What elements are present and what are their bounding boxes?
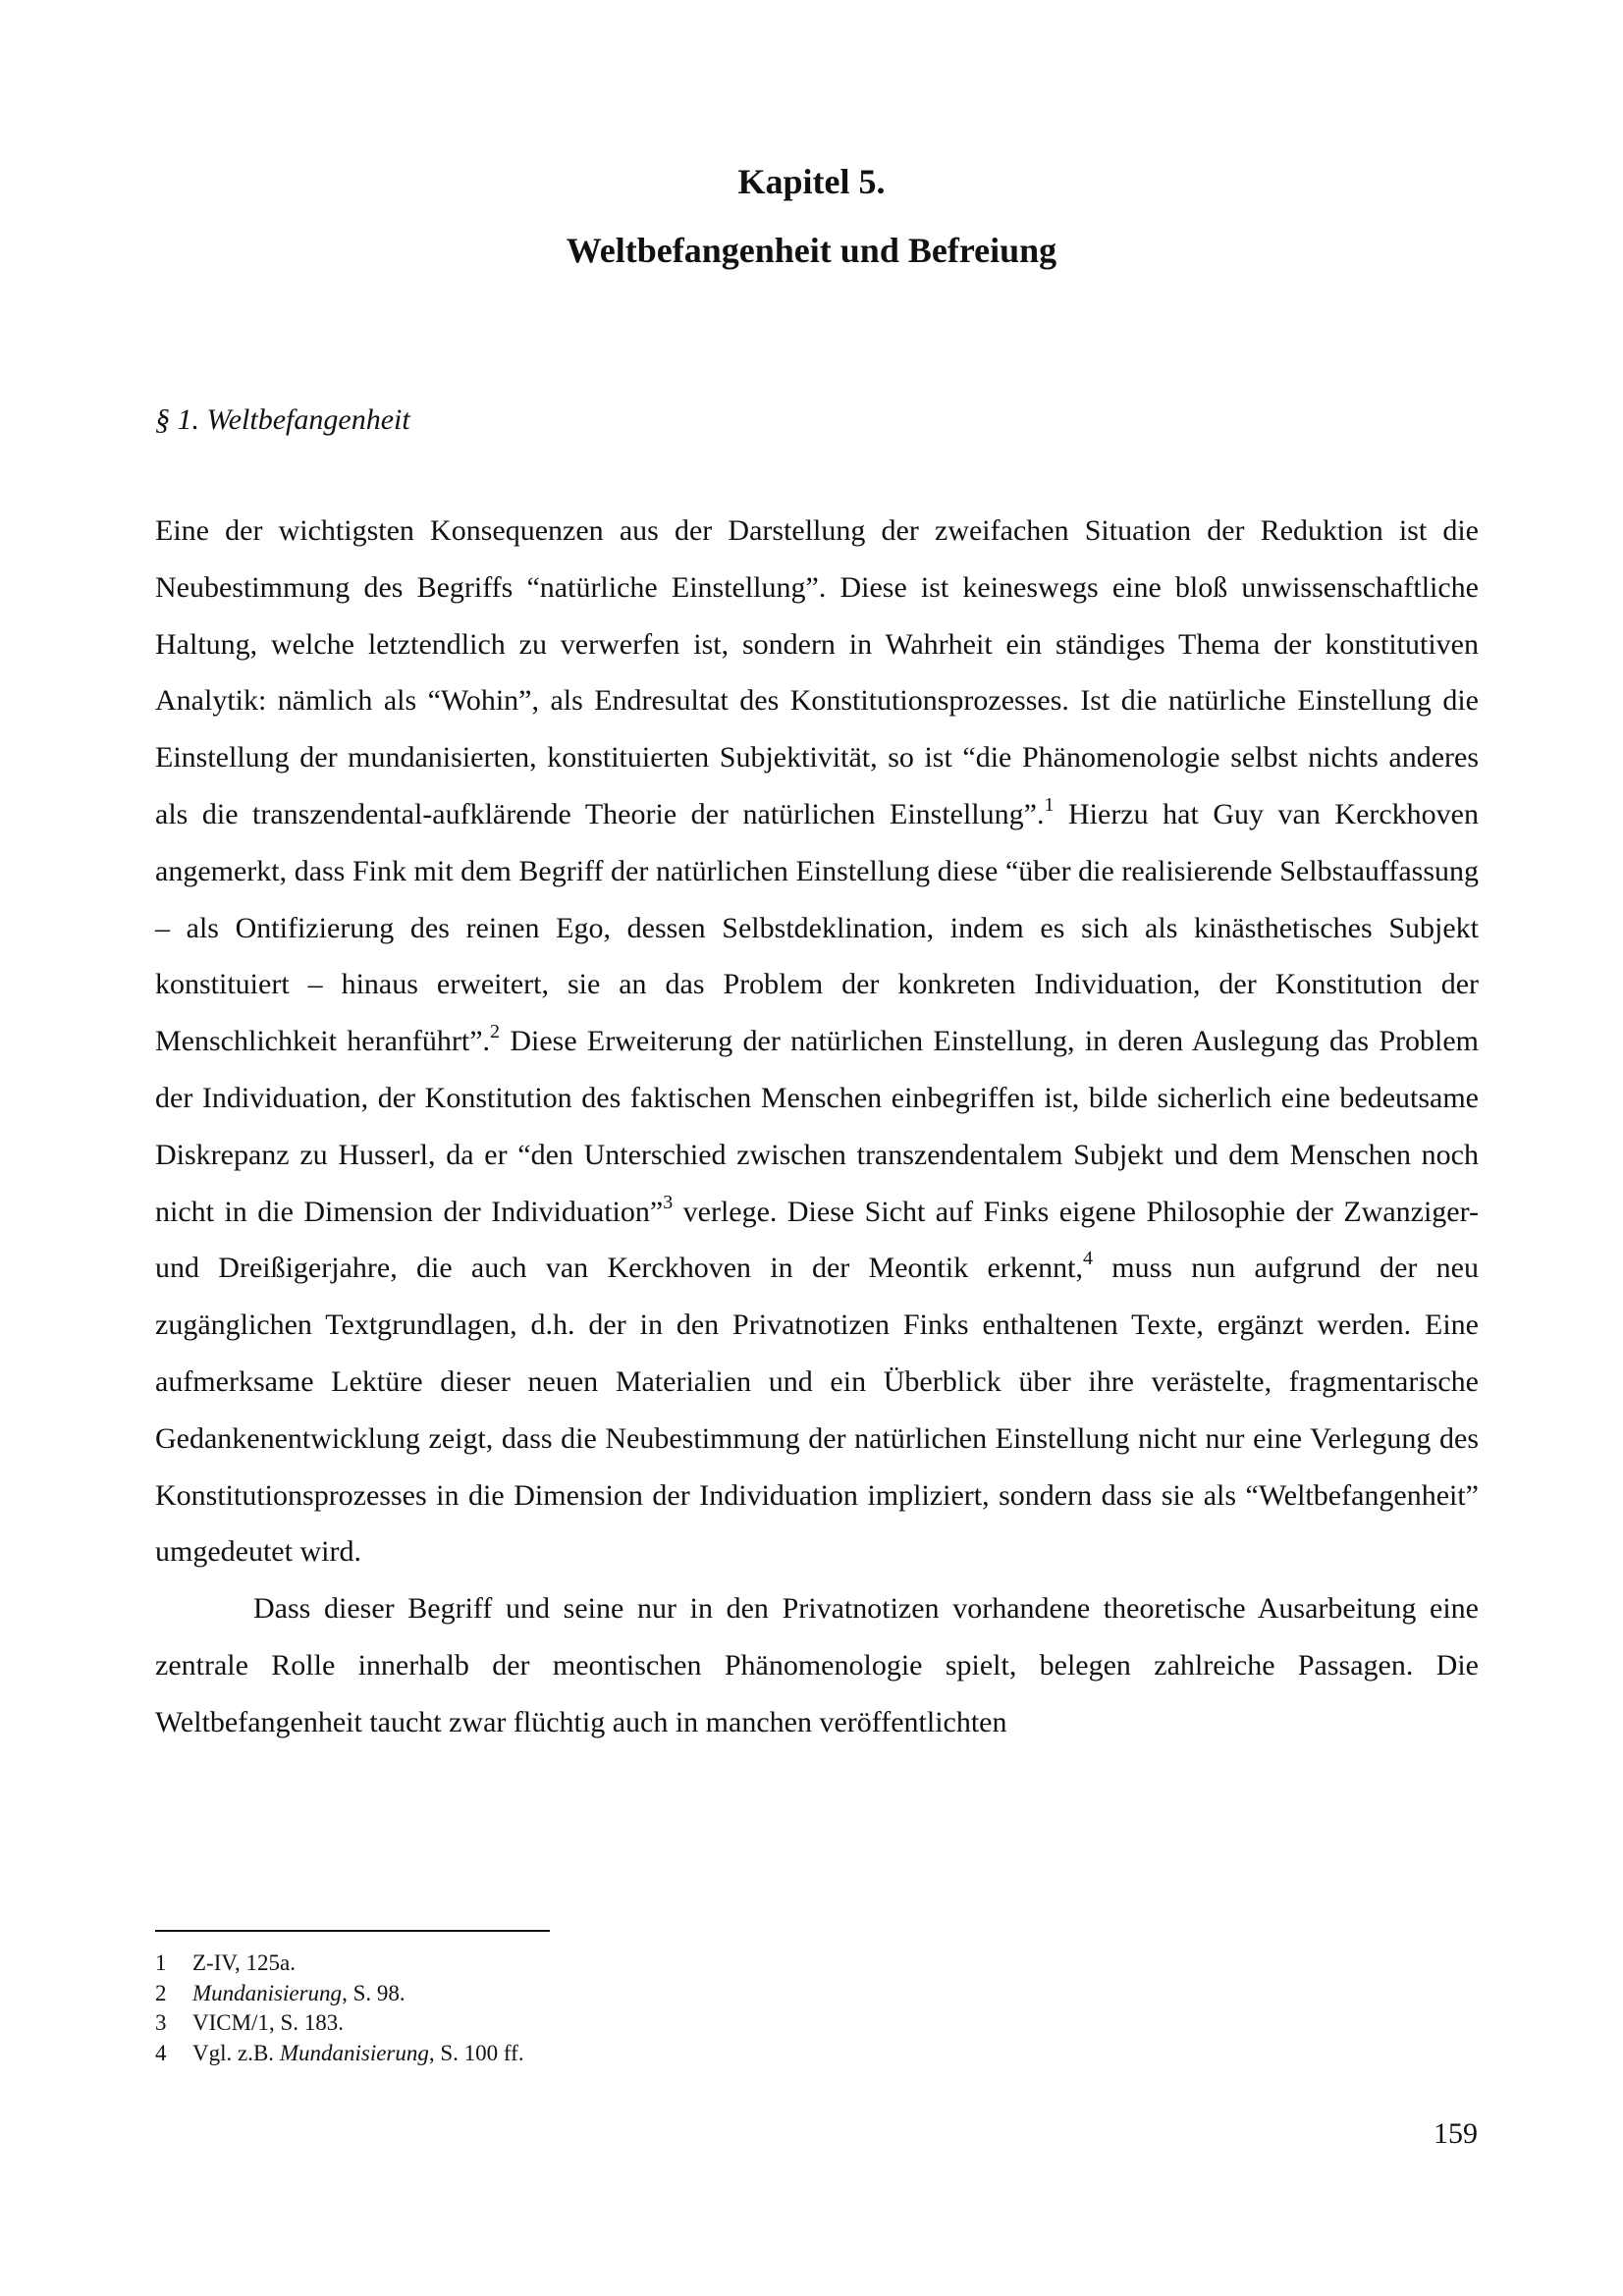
chapter-title: Weltbefangenheit und Befreiung — [566, 231, 1057, 270]
footnote-text-part: , S. 98. — [342, 1980, 406, 2005]
footnote-number: 3 — [155, 2010, 167, 2035]
footnote-title: Mundanisierung — [192, 1980, 343, 2005]
paragraph-1-part-1: Eine der wichtigsten Konsequenzen aus der Darstellung der zweifachen Situation der Reduktion ist die Neubestimmung des Begriffs “natürliche Einstellung”. Diese ist keineswegs eine bloß unwissenschaftliche Haltung, welche letztendlich zu verwerfen ist, sondern in Wahrheit ein ständiges Thema der konstitutiven Analytik: nämlich als “Wohin”, als Endresultat des Konstitutionsprozesses. Ist die natürliche Einstellung die Einstellung der mundanisierten, konstituierten Subjektivität, so ist “die Phänomenologie selbst nichts anderes als die transzendental-aufklärende Theorie der natürlichen Einstellung”. — [155, 514, 1479, 830]
footnote-ref-3: 3 — [663, 1191, 674, 1213]
paragraph-1-part-4: verlege. Diese Sicht auf Finks eigene Philosophie der Zwanziger- und Dreißigerjahre, die auch van Kerckhoven in der Meontik erkennt, — [155, 1195, 1479, 1285]
footnotes — [155, 1949, 524, 2068]
body-text — [155, 503, 1479, 1751]
footnote-1 — [155, 1949, 524, 1979]
footnote-text-part: , S. 100 ff. — [428, 2040, 524, 2065]
footnote-text — [192, 2039, 524, 2069]
paragraph-1-part-2: Hierzu hat Guy van Kerckhoven angemerkt, dass Fink mit dem Begriff der natürlichen Einstellung diese “über die realisierende Selbstauffassung – als Ontifizierung des reinen Ego, dessen Selbstdeklination, indem es sich als kinästhetisches Subjekt konstituiert – hinaus erweitert, sie an das Problem der konkreten Individuation, der Konstitution der Menschlichkeit heranführt”. — [155, 797, 1479, 1058]
footnote-text — [192, 2008, 344, 2039]
footnote-2 — [155, 1979, 524, 2009]
footnote-ref-4: 4 — [1082, 1248, 1093, 1270]
footnote-ref-2: 2 — [490, 1021, 501, 1043]
footnote-ref-1: 1 — [1044, 793, 1055, 816]
chapter-number: Kapitel 5. — [737, 162, 886, 201]
footnote-title: Mundanisierung — [279, 2040, 429, 2065]
footnote-number: 4 — [155, 2040, 167, 2065]
paragraph-1-part-5: muss nun aufgrund der neu zugänglichen Textgrundlagen, d.h. der in den Privatnotizen Finks enthaltenen Texte, ergänzt werden. Eine aufmerksame Lektüre dieser neuen Materialien und ein Überblick über ihre verästelte, fragmentarische Gedankenentwicklung zeigt, dass die Neubestimmung der natürlichen Einstellung nicht nur eine Verlegung des Konstitutionsprozesses in die Dimension der Individuation impliziert, sondern dass sie als “Weltbefangenheit” umgedeutet wird. — [155, 1252, 1479, 1569]
footnote-number: 2 — [155, 1980, 167, 2005]
paragraph-2: Dass dieser Begriff und seine nur in den Privatnotizen vorhandene theoretische Ausarbeitung eine zentrale Rolle innerhalb der meontischen Phänomenologie spielt, belegen zahlreiche Passagen. Die Weltbefangenheit taucht zwar flüchtig auch in manchen veröffentlichten — [155, 1592, 1479, 1738]
section-title: § 1. Weltbefangenheit — [155, 403, 410, 436]
footnote-text-part: VICM/1, S. 183. — [192, 2010, 344, 2035]
chapter-heading — [0, 147, 1623, 285]
footnote-separator — [155, 1930, 550, 1932]
footnote-3 — [155, 2008, 524, 2039]
footnote-text-part: Vgl. z.B. — [192, 2040, 280, 2065]
footnote-text-part: Z-IV, 125a. — [192, 1950, 296, 1975]
paragraph-1 — [155, 503, 1479, 1580]
footnote-4 — [155, 2039, 524, 2069]
footnote-text — [192, 1949, 296, 1979]
footnote-text — [192, 1979, 406, 2009]
footnote-number: 1 — [155, 1950, 167, 1975]
page-number: 159 — [1434, 2117, 1478, 2150]
paragraph-1-part-3: Diese Erweiterung der natürlichen Einstellung, in deren Auslegung das Problem der Individuation, der Konstitution des faktischen Menschen einbegriffen ist, bilde sicherlich eine bedeutsame Diskrepanz zu Husserl, da er “den Unterschied zwischen transzendentalem Subjekt und dem Menschen noch nicht in die Dimension der Individuation” — [155, 1025, 1480, 1228]
